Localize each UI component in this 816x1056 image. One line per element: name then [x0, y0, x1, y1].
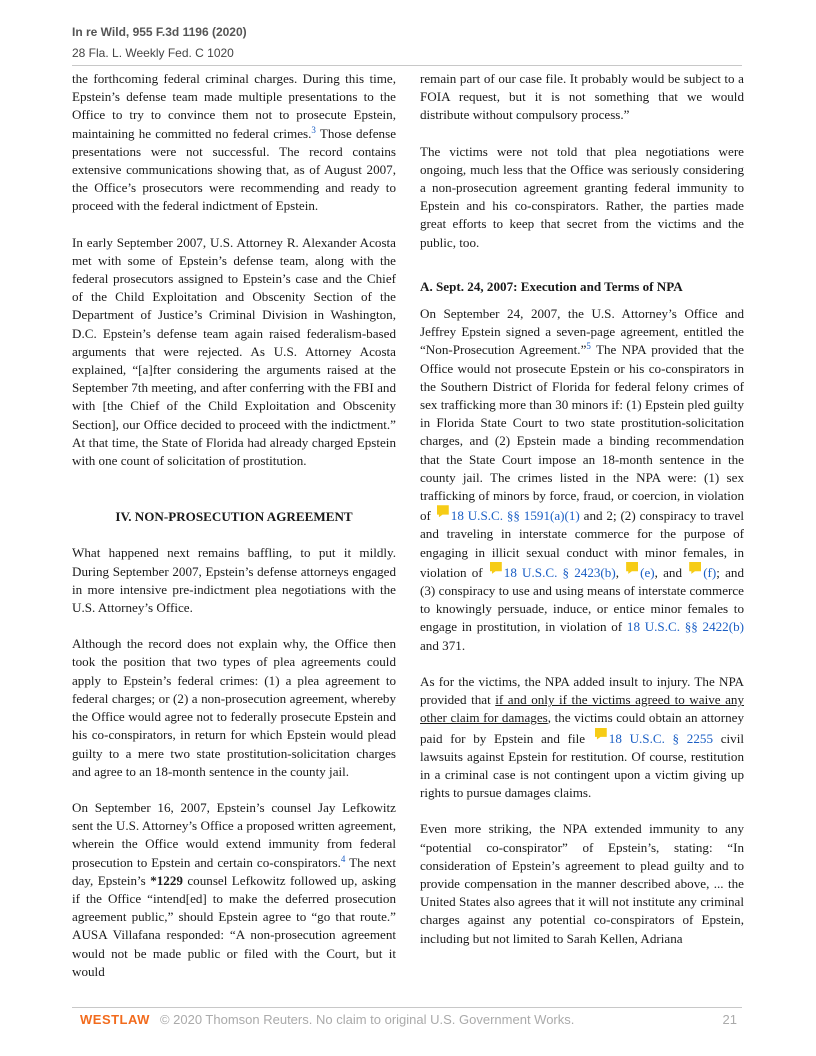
page-number: 21 [722, 1012, 737, 1027]
reporter-citation: 28 Fla. L. Weekly Fed. C 1020 [72, 46, 234, 60]
footnote-5-link[interactable]: 5 [586, 341, 591, 352]
footnote-3-link[interactable]: 3 [311, 124, 316, 135]
paragraph: As for the victims, the NPA added insult to injury. The NPA provided that if and only if the victims agreed to waive any other claim for damages, the victims could obtain an attorney paid for by Epstein and file 18 U.S.C. § 2255 civil lawsuits against Epstein for restitution. Of course, restitution in a criminal case is not contingent upon a victim giving up rights to pursue damages claims. [420, 673, 744, 801]
case-title: In re Wild, 955 F.3d 1196 (2020) [72, 25, 247, 39]
statute-link-2423f[interactable]: (f) [703, 564, 717, 580]
subsection-heading: A. Sept. 24, 2007: Execution and Terms of NPA [420, 278, 683, 294]
paragraph: In early September 2007, U.S. Attorney R. Alexander Acosta met with some of Epstein’s defense team, along with the federal prosecutors assigned to Epstein’s case and the Chief of the Child Exploitation and Obscenity Section of the Department of Justice’s Criminal Division in Washington, D.C. Epstein’s defense team again raised federalism-based arguments that were rejected. As U.S. Attorney Acosta explained, “[a]fter considering the arguments raised at the September 7th meeting, and after conferring with the FBI and with [the Chief of the Child Exploitation and Obscenity Section], our Office decided to proceed with the indictment.” At that time, the State of Florida had already charged Epstein with one count of solicitation of prostitution. [72, 234, 396, 469]
paragraph: On September 24, 2007, the U.S. Attorney’s Office and Jeffrey Epstein signed a seven-page agreement, entitled the “Non-Prosecution Agreement.”$^5$ The NPA provided that the Office would not prosecute Epstein or his co-conspirators in the Southern District of Florida for federal felony crimes of sex trafficking more than 30 minors if: (1) Epstein pled guilty in Florida State Court to two state prostitution-solicitation charges, and (2) Epstein made a binding recommendation that the State Court impose an 18-month sentence in the county jail. The crimes listed in the NPA were: (1) sex trafficking of minors by force, fraud, or coercion, in violation of 18 U.S.C. §§ 1591(a)(1) and 2; (2) conspiracy to travel and traveling in interstate commerce for the purpose of engaging in illicit sexual conduct with minor females, in violation of 18 U.S.C. § 2423(b), (e), and (f); and (3) conspiracy to use and using means of interstate commerce to knowingly persuade, induce, or entice minor females to engage in prostitution, in violation of 18 U.S.C. §§ 2422(b) and 371. [420, 306, 744, 653]
keycite-flag-icon[interactable] [689, 562, 701, 574]
footer-divider [72, 1007, 742, 1008]
paragraph: What happened next remains baffling, to put it mildly. During September 2007, Epstein’s defense attorneys engaged in more intensive pre-indictment plea negotiations with the U.S. Attorney’s Office. [72, 545, 396, 616]
paragraph: Even more striking, the NPA extended immunity to any “potential co-conspirator” of Epstein’s, stating: “In consideration of Epstein’s agreement to plead guilty and to provide compensation in the manner described above, ... the United States also agrees that it will not institute any criminal charges against any potential co-conspirators of Epstein, including but not limited to Sarah Kellen, Adriana [420, 821, 744, 946]
star-page-marker: *1229 [150, 872, 183, 888]
keycite-flag-icon[interactable] [437, 505, 449, 517]
paragraph: remain part of our case file. It probably would be subject to a FOIA request, but it is not something that we would distribute without compulsory process.” [420, 71, 744, 123]
footnote-4-link[interactable]: 4 [340, 853, 346, 864]
statute-link-2423e[interactable]: (e) [640, 564, 655, 580]
header-divider [72, 65, 742, 66]
keycite-flag-icon[interactable] [490, 562, 502, 574]
paragraph: The victims were not told that plea negotiations were ongoing, much less that the Office was seriously considering a non-prosecution agreement granting federal immunity to Epstein and his co-conspirators. Rather, the parties made great efforts to keep that secret from the victims and the public, too. [420, 143, 744, 250]
copyright-notice: © 2020 Thomson Reuters. No claim to original U.S. Government Works. [159, 1012, 575, 1027]
statute-link-2423b[interactable]: 18 U.S.C. § 2423(b) [503, 564, 616, 580]
underlined-text: if and only if the victims agreed to waive any other claim for damages [420, 692, 744, 726]
keycite-flag-icon[interactable] [626, 562, 638, 574]
statute-link-2255[interactable]: 18 U.S.C. § 2255 [608, 730, 713, 746]
westlaw-logo: WESTLAW [80, 1012, 150, 1027]
paragraph: On September 16, 2007, Epstein’s counsel Jay Lefkowitz sent the U.S. Attorney’s Office a proposed written agreement, wherein the Office would extend immunity from federal prosecution to Epstein and certain co-conspirators.$^4$ The next day, Epstein’s *1229 counsel Lefkowitz followed up, asking if the Office “intend[ed] to make the deferred prosecution agreement public,” should Epstein agree to “go that route.” AUSA Villafana responded: “A non-prosecution agreement would not be made public or filed with the Court, but it would [72, 799, 396, 979]
statute-link-1591[interactable]: 18 U.S.C. §§ 1591(a)(1) [450, 508, 580, 524]
left-column [72, 70, 396, 999]
paragraph: Although the record does not explain why, the Office then took the position that two types of plea agreements could apply to Epstein’s federal crimes: (1) a plea agreement to federal charges; or (2) a non-prosecution agreement, whereby the Office would agree not to federally prosecute Epstein and his co-conspirators, in return for which Epstein would plead guilty to a mere two state prostitution-solicitation charges and agree to an 18-month sentence in the county jail. [72, 636, 396, 779]
right-column [420, 70, 744, 966]
section-heading: IV. NON-PROSECUTION AGREEMENT [115, 509, 353, 525]
paragraph: the forthcoming federal criminal charges. During this time, Epstein’s defense team made multiple presentations to the Office to try to convince them not to prosecute Epstein, maintaining he committed no federal crimes.$^3$ Those defense presentations were not successful. The record contains extensive communications showing that, as of August 2007, the Office’s prosecutors were recommending and ready to proceed with the federal indictment of Epstein. [72, 71, 397, 214]
keycite-flag-icon[interactable] [595, 728, 607, 740]
footer [72, 1012, 742, 1027]
statute-link-2422b[interactable]: 18 U.S.C. §§ 2422(b) [626, 619, 744, 635]
